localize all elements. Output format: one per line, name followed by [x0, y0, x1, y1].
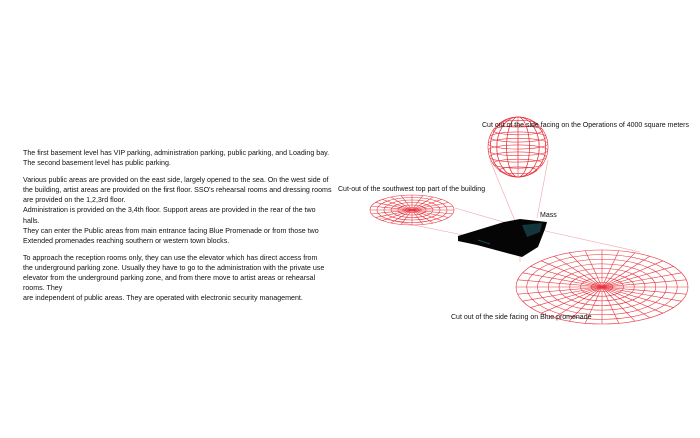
paragraph-access: To approach the reception rooms only, they can use the elevator which has direct access from the underground parking zone. Usually they have to go to the administration with the private use elevator from the underground parking zone, and from there move to artist areas or rehearsal rooms. They are independent of public areas. They are operated with electronic security management.	[23, 253, 325, 303]
promenade-cutout-disc	[516, 250, 688, 324]
southwest-cutout-disc	[370, 195, 454, 225]
building-mass	[458, 219, 547, 257]
paragraph-areas: Various public areas are provided on the east side, largely opened to the sea. On the west side of the building, artist areas are provided on the first floor. SSO's rehearsal rooms and dressing rooms are provided on the 1,2,3rd floor. Administration is provided on the 3,4th floor. Support areas are provided in the rear of the two halls. They can enter the Public areas from main entrance facing Blue Promenade or from those two Extended promenades reaching southern or western town blocks.	[23, 176, 332, 245]
label-mass: Mass	[540, 212, 557, 219]
label-operations-cut: Cut out of the side facing on the Operations of 4000 square meters	[482, 122, 690, 129]
paragraph-parking: The first basement level has VIP parking, administration parking, public parking, and Loading bay. The second basement level has public parking.	[23, 149, 330, 168]
label-promenade-cut: Cut out of the side facing on Blue promenade	[451, 314, 592, 321]
label-southwest-cut: Cut-out of the southwest top part of the building	[338, 186, 486, 193]
